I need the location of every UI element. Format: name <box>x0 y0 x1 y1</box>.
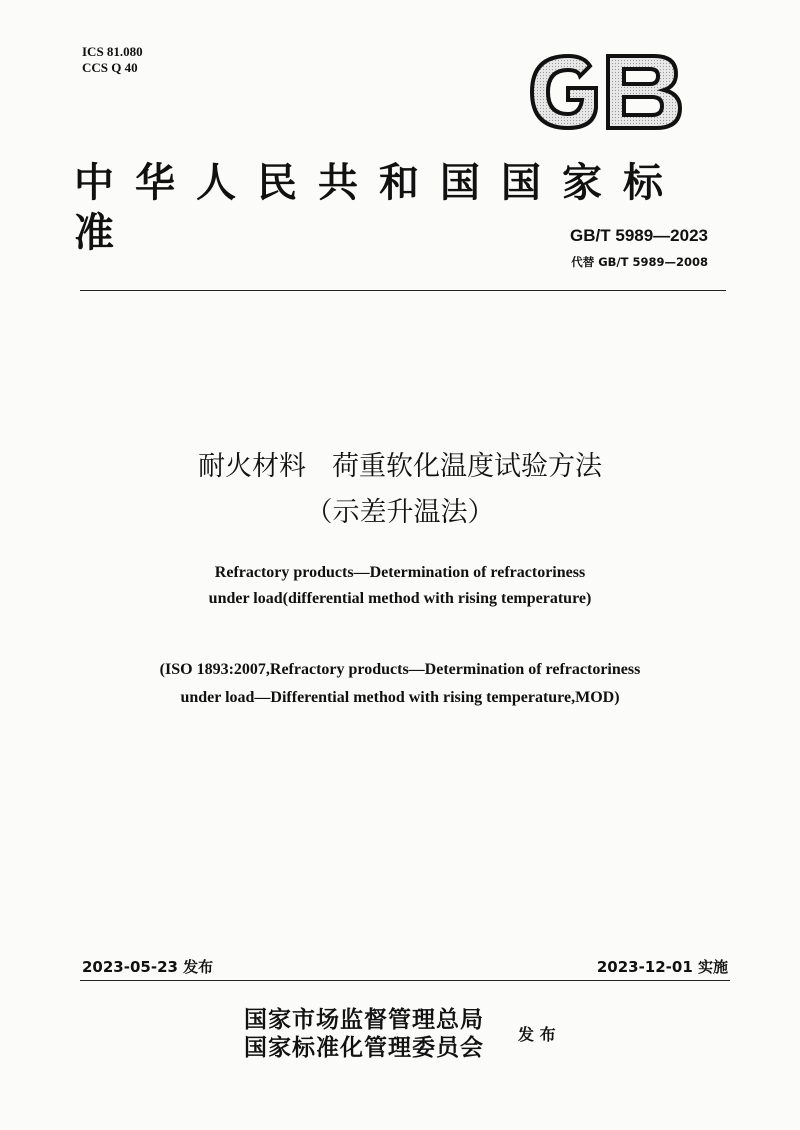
iso-reference-line1: (ISO 1893:2007,Refractory products—Determination of refractoriness <box>159 661 641 678</box>
english-title-line1: Refractory products—Determination of refractoriness <box>214 564 586 581</box>
ics-code: ICS 81.080 <box>82 44 143 59</box>
issuer-sac: 国家标准化管理委员会 <box>244 1034 484 1061</box>
implementation-date: 2023-12-01 实施 <box>596 958 728 976</box>
release-date: 2023-05-23 发布 <box>82 958 214 976</box>
gb-logo <box>524 50 684 134</box>
chinese-title-line1 <box>0 444 800 490</box>
iso-reference <box>0 656 800 712</box>
standard-number: GB/T 5989—2023 <box>570 226 708 245</box>
replaces-standard: 代替 GB/T 5989—2008 <box>571 255 708 269</box>
national-standard-title-text: 中华人民共和国国家标准 <box>74 159 684 256</box>
issuing-authorities <box>244 1006 484 1062</box>
english-title <box>0 560 800 612</box>
english-title-line2: under load(differential method with rising temperature) <box>208 590 592 607</box>
bottom-divider <box>80 980 730 981</box>
top-divider <box>80 290 726 291</box>
chinese-title-part2: 荷重软化温度试验方法 <box>332 451 602 482</box>
chinese-title <box>0 444 800 536</box>
iso-reference-line2: under load—Differential method with rising temperature,MOD) <box>180 689 620 706</box>
issuer-samr: 国家市场监督管理总局 <box>244 1006 484 1033</box>
chinese-title-line2: （示差升温法） <box>305 497 495 528</box>
ccs-code: CCS Q 40 <box>82 60 138 75</box>
chinese-title-part1: 耐火材料 <box>198 451 306 482</box>
dates-row <box>82 956 728 978</box>
classification-codes <box>82 44 143 76</box>
publish-label: 发 布 <box>518 1025 556 1044</box>
